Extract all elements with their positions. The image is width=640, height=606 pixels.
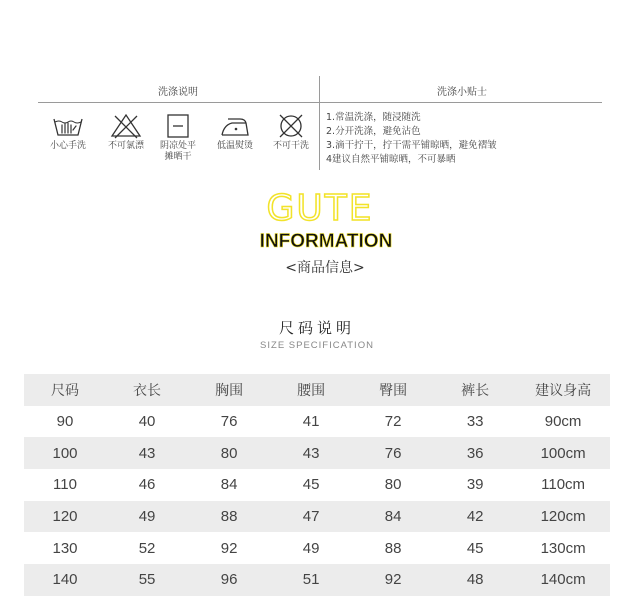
low-iron-icon (218, 113, 252, 139)
brand-logo: GUTE (266, 188, 374, 229)
care-instructions-header: 洗涤说明 (158, 87, 198, 98)
table-cell: 92 (384, 571, 402, 589)
table-cell: 92 (220, 539, 238, 557)
no-bleach-icon (109, 113, 143, 139)
column-header: 衣长 (133, 382, 162, 399)
table-cell: 88 (384, 539, 402, 557)
column-header: 臀围 (379, 382, 408, 399)
tip-item: 4建议自然平铺晾晒，不可暴晒 (326, 154, 456, 165)
table-cell: 84 (220, 476, 238, 494)
table-cell: 90cm (544, 413, 582, 431)
table-cell: 96 (220, 571, 238, 589)
table-cell: 84 (384, 508, 402, 526)
table-cell: 88 (220, 508, 238, 526)
table-cell: 47 (302, 508, 320, 526)
table-cell: 140cm (540, 571, 586, 589)
table-row (24, 437, 610, 469)
table-cell: 110 (53, 476, 77, 494)
table-cell: 76 (220, 413, 238, 431)
table-row (24, 532, 610, 564)
table-cell: 36 (466, 444, 484, 462)
product-info-subtitle: <商品信息> (285, 260, 365, 276)
table-row (24, 406, 610, 438)
table-cell: 76 (384, 444, 402, 462)
column-header: 尺码 (51, 382, 80, 399)
table-cell: 52 (138, 539, 156, 557)
line-dry-shade-icon (161, 113, 195, 139)
table-cell: 40 (138, 413, 156, 431)
tip-item: 2.分开洗涤，避免沾色 (326, 126, 421, 137)
hand-wash-icon (51, 113, 85, 139)
care-low-iron (207, 113, 263, 152)
care-no-dry-clean (263, 113, 319, 152)
table-cell: 48 (466, 571, 484, 589)
care-divider-horizontal (38, 102, 602, 103)
size-table (24, 374, 610, 596)
table-row (24, 469, 610, 501)
table-cell: 51 (302, 571, 320, 589)
tip-item: 3.滴干拧干，拧干需平铺晾晒，避免褶皱 (326, 140, 497, 151)
table-cell: 130 (52, 539, 78, 557)
care-label: 低温熨烫 (216, 141, 253, 151)
column-header: 裤长 (461, 382, 490, 399)
table-cell: 49 (302, 539, 320, 557)
care-label: 不可氯漂 (107, 141, 144, 151)
table-cell: 110cm (541, 476, 586, 494)
table-row (24, 501, 610, 533)
column-header: 腰围 (297, 382, 326, 399)
table-cell: 100 (52, 444, 78, 462)
table-cell: 55 (138, 571, 156, 589)
table-header-row (24, 374, 610, 406)
care-label: 小心手洗 (49, 141, 86, 151)
care-no-bleach (98, 113, 154, 152)
table-cell: 42 (466, 508, 484, 526)
table-cell: 43 (302, 444, 320, 462)
table-cell: 43 (138, 444, 156, 462)
table-cell: 90 (56, 413, 74, 431)
care-label: 不可干洗 (272, 141, 309, 151)
information-text: INFORMATION (259, 231, 393, 252)
table-cell: 45 (466, 539, 484, 557)
table-cell: 120 (52, 508, 78, 526)
table-cell: 41 (302, 413, 320, 431)
no-dry-clean-icon (274, 113, 308, 139)
care-line-dry (150, 113, 206, 163)
washing-tips-header: 洗涤小贴士 (437, 87, 487, 98)
table-cell: 45 (302, 476, 320, 494)
care-divider-vertical (319, 76, 320, 170)
column-header: 建议身高 (535, 382, 592, 399)
column-header: 胸围 (215, 382, 244, 399)
table-cell: 39 (466, 476, 484, 494)
table-cell: 46 (138, 476, 156, 494)
table-cell: 33 (466, 413, 484, 431)
information-heading (0, 231, 640, 253)
table-cell: 80 (220, 444, 238, 462)
table-cell: 130cm (540, 539, 586, 557)
table-cell: 120cm (540, 508, 586, 526)
size-title: 尺码说明 (278, 319, 355, 337)
tip-item: 1.常温洗涤，随浸随洗 (326, 112, 421, 123)
washing-tips-list (326, 111, 606, 167)
table-cell: 140 (52, 571, 78, 589)
size-subtitle: SIZE SPECIFICATION (260, 340, 374, 351)
table-cell: 49 (138, 508, 156, 526)
table-cell: 72 (384, 413, 402, 431)
care-hand-wash (40, 113, 96, 152)
care-label: 阴凉处平 摊晒干 (159, 141, 196, 162)
table-cell: 100cm (540, 444, 586, 462)
table-row (24, 564, 610, 596)
table-cell: 80 (384, 476, 402, 494)
